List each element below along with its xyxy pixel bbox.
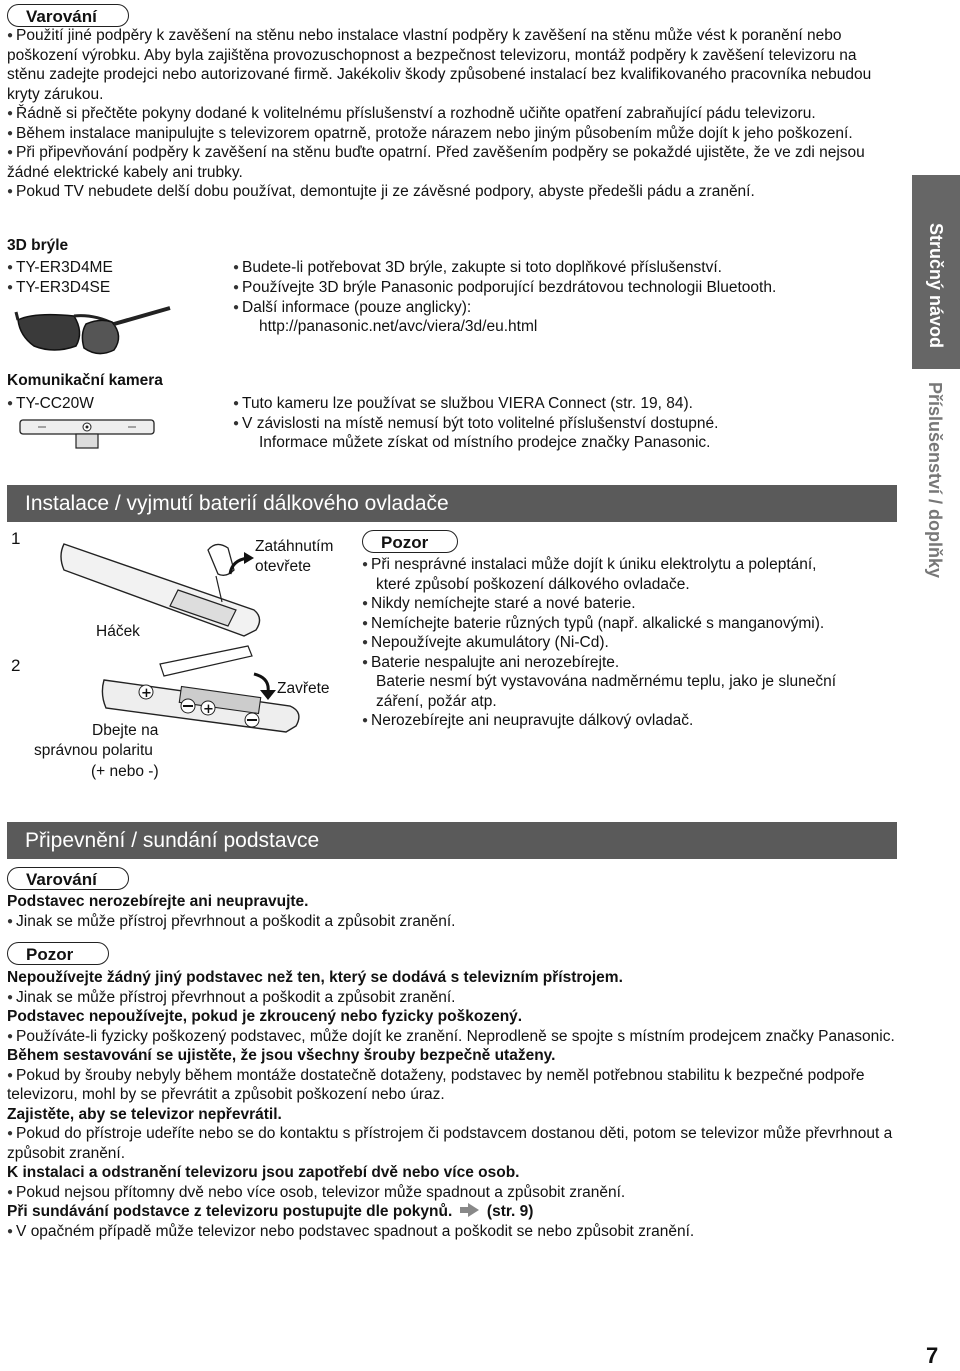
hook-label: Háček — [96, 623, 140, 640]
pull-open-label: Zatáhnutím — [255, 538, 334, 555]
list-item: ● Při připevňování podpěry k zavěšení na stěnu buďte opatrní. Před zavěšením podpěry se pokaždé ujistěte, že ve zdi nejsou žádné elektrické kabely ani trubky. — [7, 143, 897, 182]
close-label: Zavřete — [277, 680, 330, 697]
caution-heading-text: Při sundávání podstavce z televizoru postupujte dle pokynů. — [7, 1203, 453, 1220]
caution-item: ● Nemíchejte baterie různých typů (např. alkalické s manganovými). — [362, 614, 824, 634]
list-item: ● Během instalace manipulujte s televizorem opatrně, protože nárazem nebo jiným působením může dojít k jeho poškození. — [7, 124, 897, 144]
camera-note: Informace můžete získat od místního prodejce značky Panasonic. — [259, 434, 711, 451]
side-tab-label: Stručný návod — [926, 223, 946, 349]
glasses-note: ● Další informace (pouze anglicky): — [233, 298, 471, 318]
glasses-note: ● Používejte 3D brýle Panasonic podporující bezdrátovou technologii Bluetooth. — [233, 278, 776, 298]
stand-caution-label: Pozor — [7, 942, 109, 965]
3d-glasses-image — [14, 302, 174, 362]
polarity-label: správnou polaritu — [34, 742, 153, 759]
caution-label: Pozor — [362, 530, 458, 553]
step-number: 2 — [11, 656, 21, 675]
list-item: ● Jinak se může přístroj převrhnout a poškodit a způsobit zranění. — [7, 912, 897, 932]
stand-warning — [7, 892, 897, 931]
glasses-model: ● TY-ER3D4ME — [7, 258, 113, 278]
list-item: ● V opačném případě může televizor nebo podstavec spadnout a poškodit se nebo způsobit zranění. — [7, 1222, 897, 1242]
stand-caution — [7, 968, 897, 1241]
battery-heading: Instalace / vyjmutí baterií dálkového ovladače — [7, 485, 897, 522]
stand-warning-label: Varování — [7, 867, 129, 890]
warning-heading: Podstavec nerozebírejte ani neupravujte. — [7, 893, 309, 910]
side-tab-label: Příslušenství / doplňky — [925, 382, 945, 579]
caution-item: záření, požár atp. — [376, 693, 497, 710]
caution-item: ● Nerozebírejte ani neupravujte dálkový ovladač. — [362, 711, 693, 731]
step-number: 1 — [11, 529, 21, 548]
caution-heading — [7, 1202, 897, 1222]
glasses-title: 3D brýle — [7, 237, 69, 254]
polarity-label: Dbejte na — [92, 722, 159, 739]
warning-list — [7, 26, 897, 202]
side-tab-active — [912, 175, 960, 369]
camera-image — [18, 416, 158, 456]
caution-heading: Nepoužívejte žádný jiný podstavec než ten, který se dodává s televizním přístrojem. — [7, 969, 623, 986]
caution-heading: Podstavec nepoužívejte, pokud je zkroucený nebo fyzicky poškozený. — [7, 1008, 523, 1025]
close-arrow-icon — [250, 670, 278, 700]
list-item: ● Jinak se může přístroj převrhnout a poškodit a způsobit zranění. — [7, 988, 897, 1008]
page-reference: (str. 9) — [486, 1203, 534, 1220]
caution-heading: K instalaci a odstranění televizoru jsou zapotřebí dvě nebo více osob. — [7, 1164, 520, 1181]
svg-text:+: + — [141, 686, 152, 701]
caution-item: které způsobí poškození dálkového ovladače. — [376, 576, 690, 593]
camera-title: Komunikační kamera — [7, 372, 163, 389]
caution-item: ● Baterie nespalujte ani nerozebírejte. — [362, 653, 619, 673]
pull-open-label: otevřete — [255, 558, 312, 575]
list-item: ● Pokud TV nebudete delší dobu používat, demontujte ji ze závěsné podpory, abyste předešli pádu a zranění. — [7, 182, 897, 202]
list-item: ● Pokud do přístroje udeříte nebo se do kontaktu s přístrojem či podstavcem dostanou děti, potom se televizor může převrhnout a způsobit zranění. — [7, 1124, 897, 1163]
caution-item: ● Nikdy nemíchejte staré a nové baterie. — [362, 594, 636, 614]
warning-label: Varování — [7, 4, 129, 27]
arrow-right-icon — [459, 1203, 481, 1217]
caution-item: ● Při nesprávné instalaci může dojít k úniku elektrolytu a poleptání, — [362, 555, 816, 575]
glasses-note: ● Budete-li potřebovat 3D brýle, zakupte si toto doplňkové příslušenství. — [233, 258, 722, 278]
camera-model: ● TY-CC20W — [7, 394, 94, 414]
pull-arrow-icon — [226, 552, 256, 578]
stand-heading: Připevnění / sundání podstavce — [7, 822, 897, 859]
caution-heading: Zajistěte, aby se televizor nepřevrátil. — [7, 1105, 282, 1123]
svg-text:+: + — [203, 702, 214, 717]
caution-heading: Během sestavování se ujistěte, že jsou všechny šrouby bezpečně utaženy. — [7, 1047, 556, 1064]
polarity-label: (+ nebo -) — [91, 763, 159, 780]
list-item: ● Použití jiné podpěry k zavěšení na stěnu nebo instalace vlastní podpěry k zavěšení na stěnu může vést k poranění nebo poškození výrobku. Aby byla zajištěna provozuschopnost a bezpečnost televizoru, montáž podpěry k zavěšení televizoru na stěnu zadejte prodejci nebo autorizované firmě. Jakékoliv škody způsobené instalací bez kvalifikovaného pracovníka nebudou kryty zárukou. — [7, 26, 897, 104]
caution-item: Baterie nesmí být vystavována nadměrnému teplu, jako je sluneční — [376, 673, 837, 690]
camera-note: ● V závislosti na místě nemusí být toto volitelné příslušenství dostupné. — [233, 414, 718, 434]
list-item: ● Pokud nejsou přítomny dvě nebo více osob, televizor může spadnout a způsobit zranění. — [7, 1183, 897, 1203]
glasses-model: ● TY-ER3D4SE — [7, 278, 110, 298]
list-item: ● Řádně si přečtěte pokyny dodané k volitelnému příslušenství a rozhodně učiňte opatření zabraňující pádu televizoru. — [7, 104, 897, 124]
list-item: ● Pokud by šrouby nebyly během montáže dostatečně dotaženy, podstavec by neměl potřebnou stabilitu k bezpečné podpoře televizoru, mohl by se převrátit a způsobit poškození nebo úraz. — [7, 1066, 897, 1105]
camera-note: ● Tuto kameru lze používat se službou VIERA Connect (str. 19, 84). — [233, 394, 693, 414]
list-item: ● Používáte-li fyzicky poškozený podstavec, může dojít ke zranění. Neprodleně se spojte s místním prodejcem značky Panasonic. — [7, 1027, 897, 1047]
glasses-url: http://panasonic.net/avc/viera/3d/eu.html — [259, 318, 538, 335]
caution-item: ● Nepoužívejte akumulátory (Ni-Cd). — [362, 633, 609, 653]
side-tab-inactive — [912, 372, 960, 602]
page-number: 7 — [926, 1343, 939, 1368]
